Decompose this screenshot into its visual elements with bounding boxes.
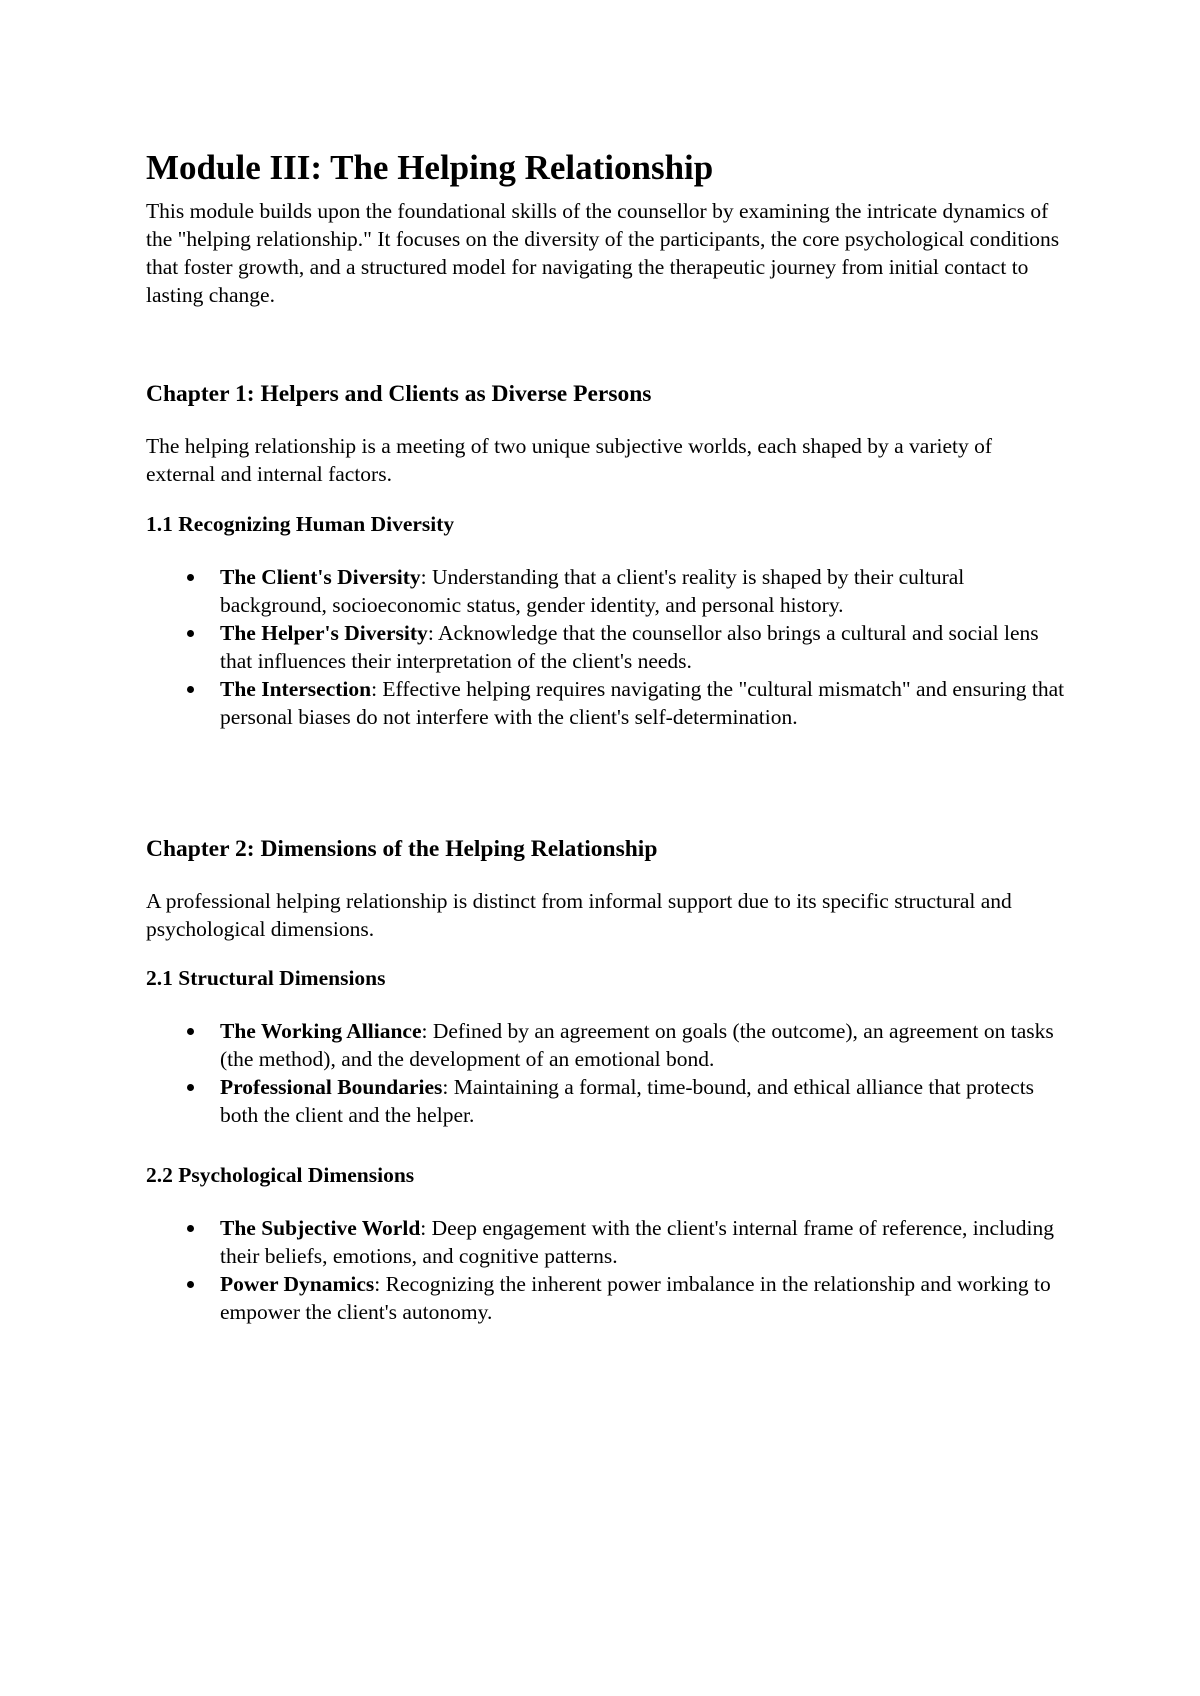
list-item <box>146 1270 1066 1326</box>
list-item <box>146 1073 1066 1129</box>
bullet-icon <box>187 1225 194 1232</box>
bullet-term: Professional Boundaries <box>220 1075 443 1099</box>
bullet-text: : Effective helping requires navigating the "cultural mismatch" and ensuring that personal biases do not interfere with the client's self-determination. <box>220 677 1065 729</box>
bullet-term: The Subjective World <box>220 1216 421 1240</box>
section-2-2-heading: 2.2 Psychological Dimensions <box>146 1163 415 1187</box>
bullet-text: : Maintaining a formal, time-bound, and ethical alliance that protects both the client and the helper. <box>220 1075 1035 1127</box>
bullet-icon <box>187 574 194 581</box>
chapter-1-intro: The helping relationship is a meeting of two unique subjective worlds, each shaped by a variety of external and internal factors. <box>146 434 993 486</box>
section-2-1-list <box>146 1017 1066 1129</box>
bullet-icon <box>187 1084 194 1091</box>
bullet-term: Power Dynamics <box>220 1272 375 1296</box>
bullet-term: The Helper's Diversity <box>220 621 428 645</box>
module-intro: This module builds upon the foundational skills of the counsellor by examining the intricate dynamics of the "helping relationship." It focuses on the diversity of the participants, the core psychological conditions that foster growth, and a structured model for navigating the therapeutic journey from initial contact to lasting change. <box>146 199 1060 307</box>
bullet-text: : Defined by an agreement on goals (the outcome), an agreement on tasks (the method), and the development of an emotional bond. <box>220 1019 1054 1071</box>
chapter-1-heading: Chapter 1: Helpers and Clients as Diverse Persons <box>146 381 652 407</box>
list-item <box>146 1214 1066 1270</box>
bullet-icon <box>187 630 194 637</box>
section-2-1-heading: 2.1 Structural Dimensions <box>146 966 386 990</box>
bullet-term: The Client's Diversity <box>220 565 421 589</box>
list-item <box>146 675 1066 731</box>
section-2-2-list <box>146 1214 1066 1326</box>
section-1-1-list <box>146 563 1066 731</box>
bullet-text: : Acknowledge that the counsellor also brings a cultural and social lens that influences their interpretation of the client's needs. <box>220 621 1039 673</box>
list-item <box>146 563 1066 619</box>
list-item <box>146 1017 1066 1073</box>
bullet-icon <box>187 1028 194 1035</box>
chapter-2-heading: Chapter 2: Dimensions of the Helping Relationship <box>146 836 658 862</box>
bullet-text: : Recognizing the inherent power imbalance in the relationship and working to empower the client's autonomy. <box>220 1272 1051 1324</box>
chapter-2-intro: A professional helping relationship is distinct from informal support due to its specific structural and psychological dimensions. <box>146 889 1012 941</box>
bullet-icon <box>187 686 194 693</box>
module-title: Module III: The Helping Relationship <box>146 148 714 187</box>
bullet-text: : Deep engagement with the client's internal frame of reference, including their beliefs, emotions, and cognitive patterns. <box>220 1216 1054 1268</box>
bullet-term: The Working Alliance <box>220 1019 422 1043</box>
bullet-term: The Intersection <box>220 677 372 701</box>
bullet-text: : Understanding that a client's reality is shaped by their cultural background, socioeconomic status, gender identity, and personal history. <box>220 565 965 617</box>
bullet-icon <box>187 1281 194 1288</box>
section-1-1-heading: 1.1 Recognizing Human Diversity <box>146 512 455 536</box>
list-item <box>146 619 1066 675</box>
